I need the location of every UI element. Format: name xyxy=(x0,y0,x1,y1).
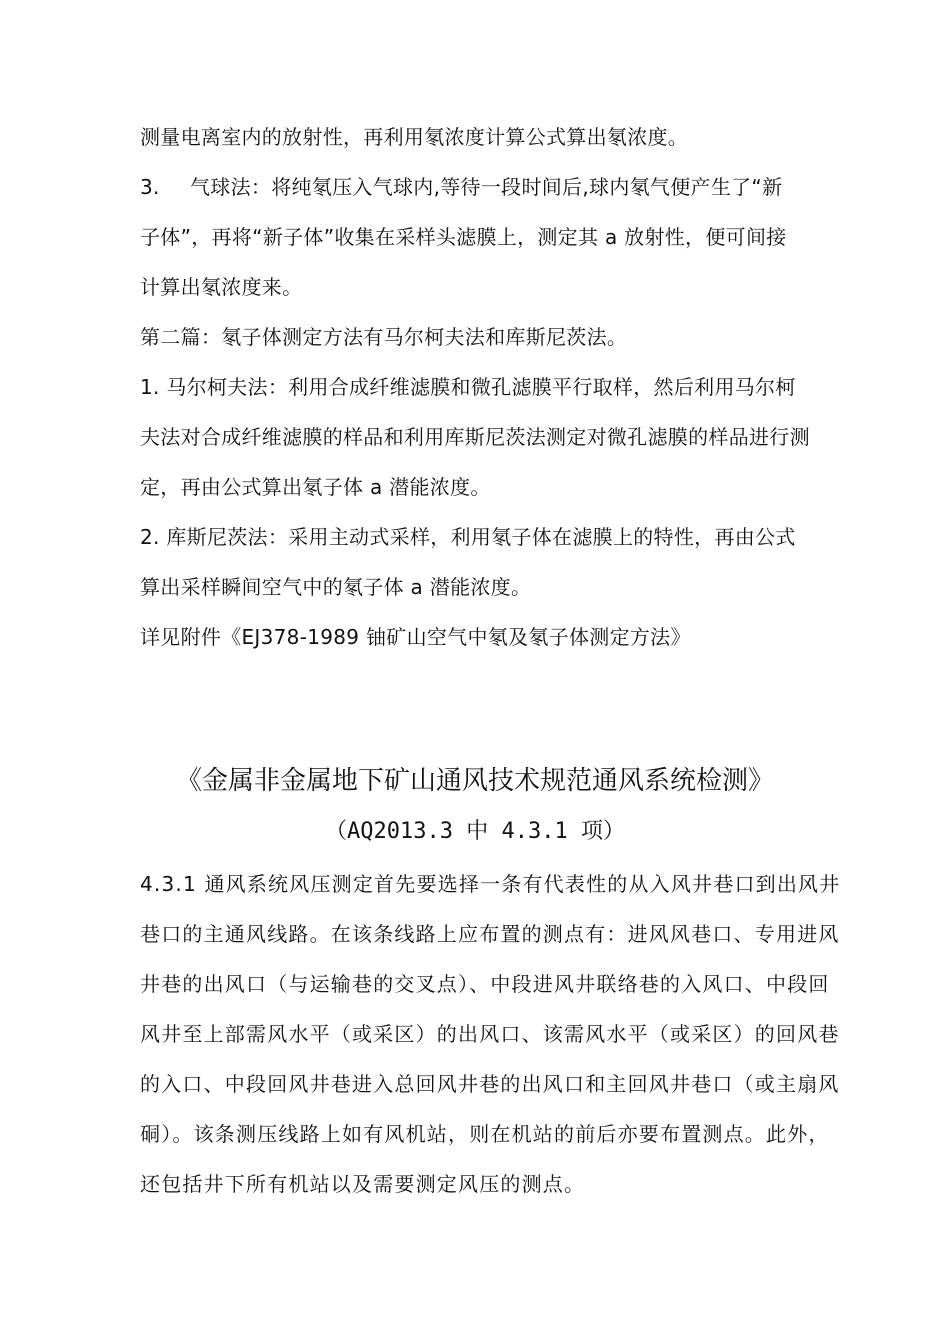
text-line: 巷口的主通风线路。在该条线路上应布置的测点有：进风风巷口、专用进风 xyxy=(140,922,840,946)
document-subtitle: （AQ2013.3 中 4.3.1 项） xyxy=(325,819,625,844)
text-line: 风井至上部需风水平（或采区）的出风口、该需风水平（或采区）的回风巷 xyxy=(140,1022,840,1046)
list-item-3-line-1 xyxy=(140,174,782,200)
list-item-text: 气球法：将纯氡压入气球内,等待一段时间后,球内氡气便产生了“新 xyxy=(190,175,783,199)
document-title: 《金属非金属地下矿山通风技术规范通风系统检测》 xyxy=(175,766,774,796)
text-line: 4.3.1 通风系统风压测定首先要选择一条有代表性的从入风井巷口到出风井 xyxy=(140,872,841,896)
list-number: 3. xyxy=(140,175,160,199)
text-line: 夫法对合成纤维滤膜的样品和利用库斯尼茨法测定对微孔滤膜的样品进行测 xyxy=(140,425,810,449)
text-line: 硐）。该条测压线路上如有风机站，则在机站的前后亦要布置测点。此外， xyxy=(140,1122,830,1146)
section-heading: 第二篇：氡子体测定方法有马尔柯夫法和库斯尼茨法。 xyxy=(140,325,628,349)
reference-line: 详见附件《EJ378-1989 铀矿山空气中氡及氡子体测定方法》 xyxy=(140,625,691,649)
text-line: 2. 库斯尼茨法：采用主动式采样，利用氡子体在滤膜上的特性，再由公式 xyxy=(140,525,796,549)
text-line: 的入口、中段回风井巷进入总回风井巷的出风口和主回风井巷口（或主扇风 xyxy=(140,1072,840,1096)
text-line: 子体”，再将“新子体”收集在采样头滤膜上，测定其 a 放射性，便可间接 xyxy=(140,225,787,249)
text-line: 计算出氡浓度来。 xyxy=(140,275,303,299)
text-line: 1. 马尔柯夫法：利用合成纤维滤膜和微孔滤膜平行取样，然后利用马尔柯 xyxy=(140,375,796,399)
text-line: 测量电离室内的放射性，再利用氡浓度计算公式算出氡浓度。 xyxy=(140,125,689,149)
text-line: 定，再由公式算出氡子体 a 潜能浓度。 xyxy=(140,475,491,499)
text-line: 还包括井下所有机站以及需要测定风压的测点。 xyxy=(140,1172,586,1196)
text-line: 算出采样瞬间空气中的氡子体 a 潜能浓度。 xyxy=(140,575,532,599)
text-line: 井巷的出风口（与运输巷的交叉点）、中段进风井联络巷的入风口、中段回 xyxy=(140,972,830,996)
